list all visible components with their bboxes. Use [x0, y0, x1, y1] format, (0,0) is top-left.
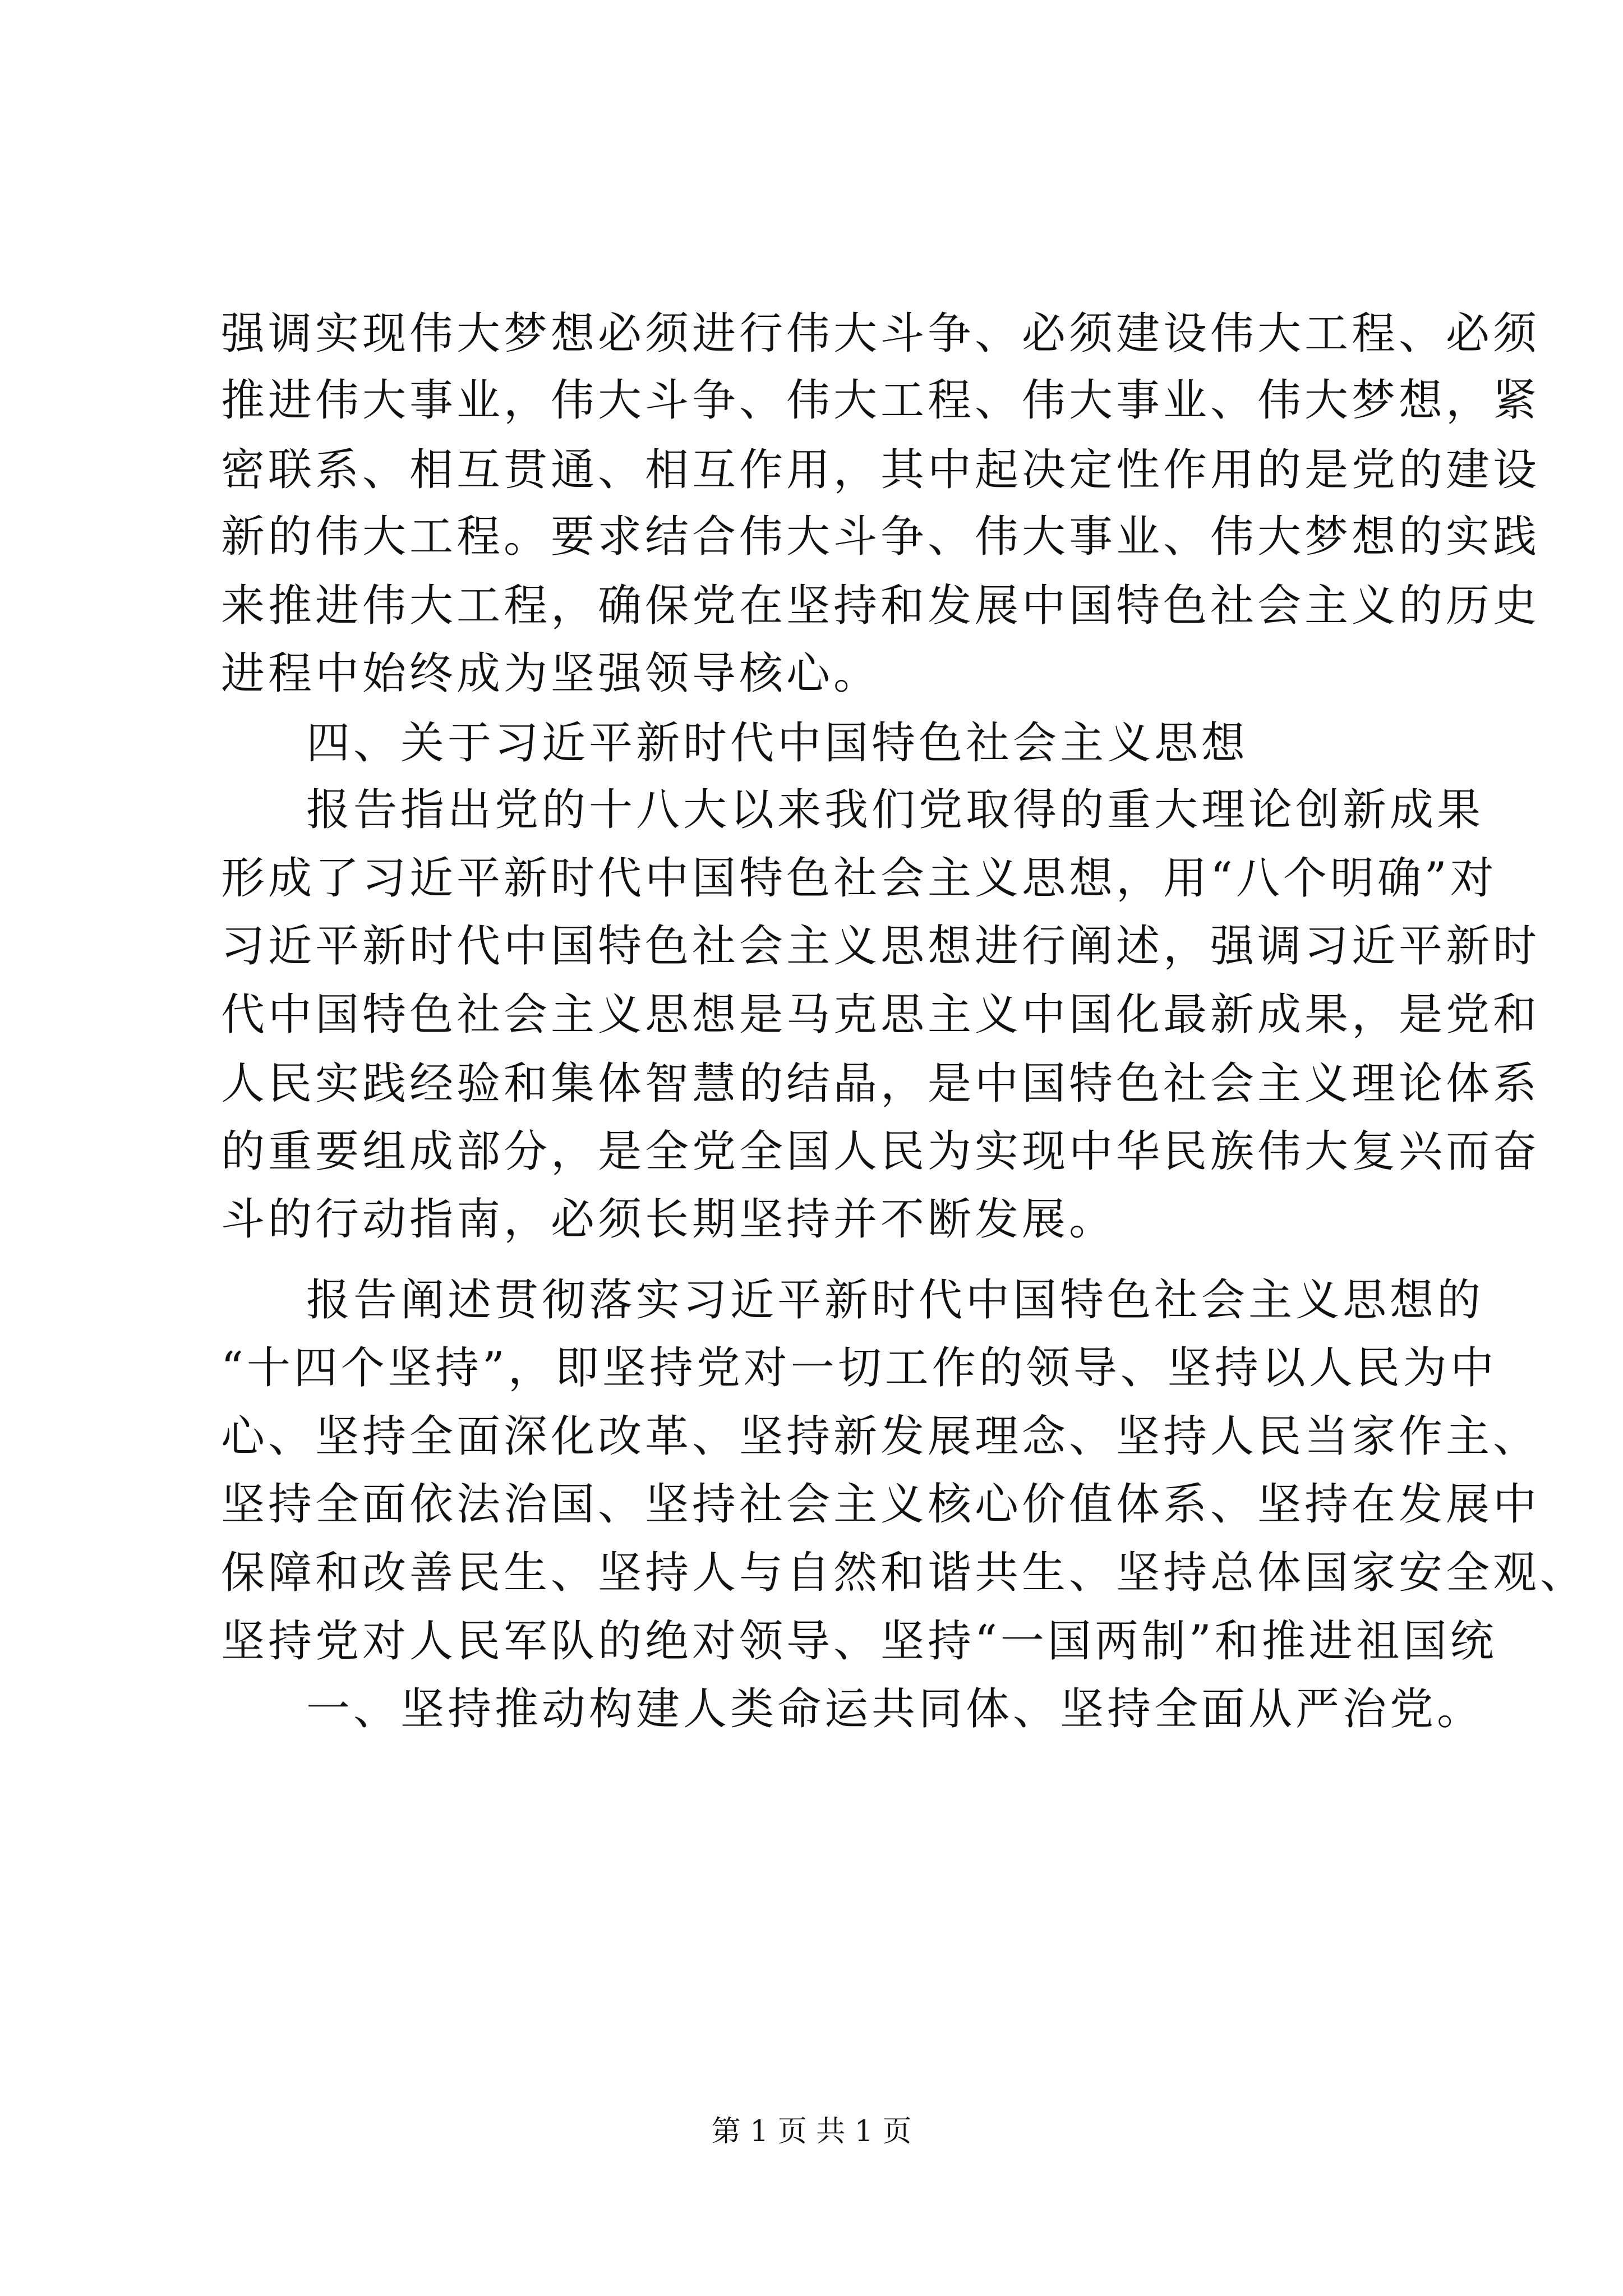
text-line: 报告指出党的十八大以来我们党取得的重大理论创新成果 — [306, 785, 1484, 835]
text-line: 密联系、相互贯通、相互作用，其中起决定性作用的是党的建设 — [221, 445, 1541, 495]
page-footer: 第 1 页 共 1 页 — [711, 2115, 912, 2148]
text-line: 报告阐述贯彻落实习近平新时代中国特色社会主义思想的 — [306, 1275, 1484, 1326]
text-line: 保障和改善民生、坚持人与自然和谐共生、坚持总体国家安全观、 — [221, 1548, 1588, 1598]
text-line: 坚持全面依法治国、坚持社会主义核心价值体系、坚持在发展中 — [221, 1479, 1541, 1530]
text-line: 推进伟大事业，伟大斗争、伟大工程、伟大事业、伟大梦想，紧 — [221, 375, 1541, 426]
text-line: 斗的行动指南，必须长期坚持并不断发展。 — [221, 1194, 1117, 1245]
text-line: 代中国特色社会主义思想是马克思主义中国化最新成果，是党和 — [221, 990, 1541, 1040]
text-line: 习近平新时代中国特色社会主义思想进行阐述，强调习近平新时 — [221, 921, 1541, 972]
section-heading: 四、关于习近平新时代中国特色社会主义思想 — [306, 718, 1249, 769]
text-line: 进程中始终成为坚强领导核心。 — [221, 648, 881, 699]
text-line: 心、坚持全面深化改革、坚持新发展理念、坚持人民当家作主、 — [221, 1411, 1541, 1462]
text-line: 新的伟大工程。要求结合伟大斗争、伟大事业、伟大梦想的实践 — [221, 512, 1541, 562]
text-line: 人民实践经验和集体智慧的结晶，是中国特色社会主义理论体系 — [221, 1059, 1541, 1109]
text-line: 坚持党对人民军队的绝对领导、坚持“一国两制”和推进祖国统 — [221, 1616, 1497, 1667]
text-line: 强调实现伟大梦想必须进行伟大斗争、必须建设伟大工程、必须 — [221, 309, 1541, 359]
text-line: 的重要组成部分，是全党全国人民为实现中华民族伟大复兴而奋 — [221, 1126, 1541, 1177]
text-line: 一、坚持推动构建人类命运共同体、坚持全面从严治党。 — [306, 1684, 1484, 1734]
text-line: 形成了习近平新时代中国特色社会主义思想，用“八个明确”对 — [221, 853, 1497, 904]
text-line: “十四个坚持”，即坚持党对一切工作的领导、坚持以人民为中 — [221, 1343, 1497, 1393]
text-line: 来推进伟大工程，确保党在坚持和发展中国特色社会主义的历史 — [221, 581, 1541, 631]
